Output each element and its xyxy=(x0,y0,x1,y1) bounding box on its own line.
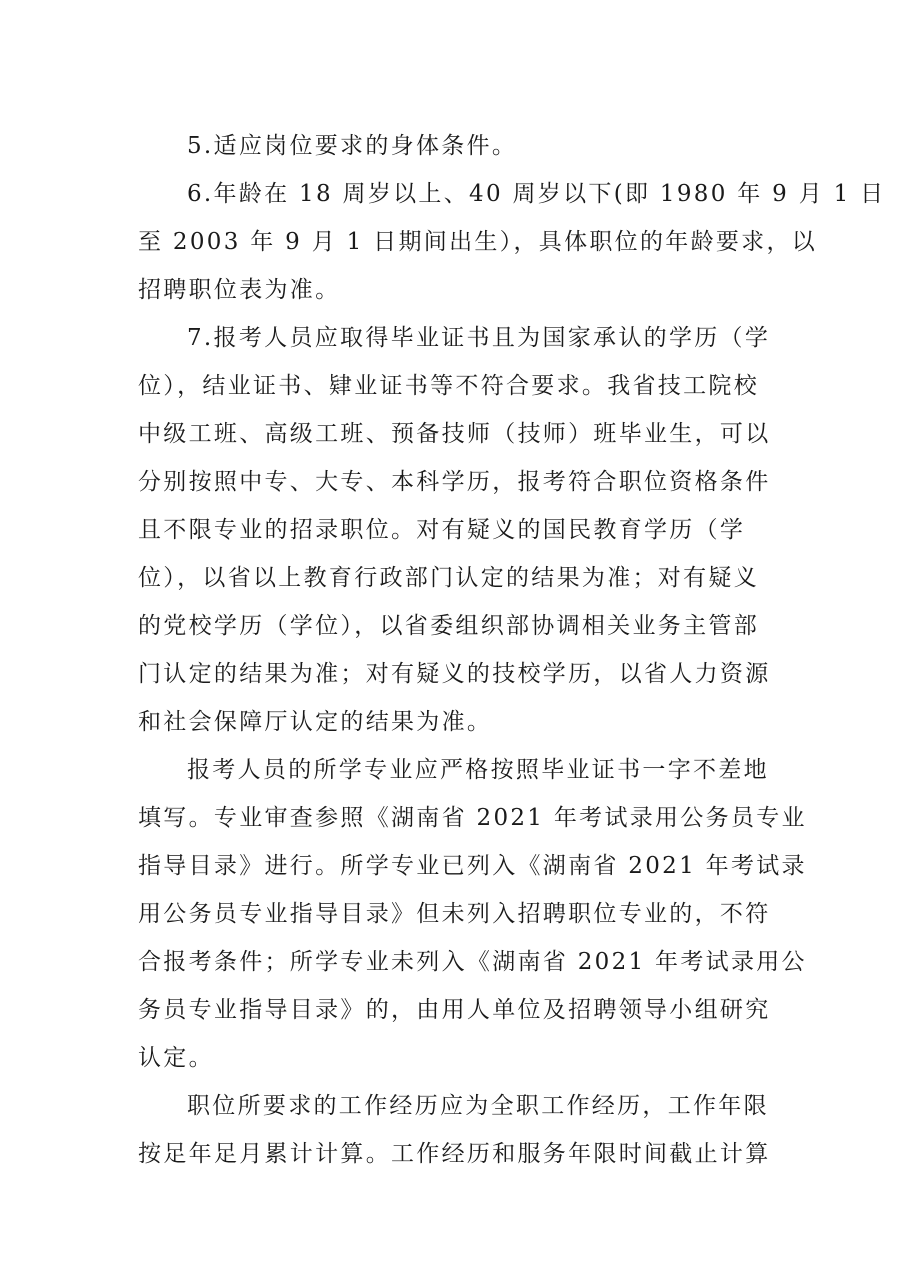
text-line: 门认定的结果为准；对有疑义的技校学历，以省人力资源 xyxy=(138,661,771,687)
text-line: 合报考条件；所学专业未列入《湖南省 2021 年考试录用公 xyxy=(138,949,807,975)
text-line: 5.适应岗位要求的身体条件。 xyxy=(187,133,518,159)
text-line: 至 2003 年 9 月 1 日期间出生），具体职位的年龄要求，以 xyxy=(138,229,818,255)
text-line: 按足年足月累计计算。工作经历和服务年限时间截止计算 xyxy=(138,1141,771,1167)
text-line: 报考人员的所学专业应严格按照毕业证书一字不差地 xyxy=(187,757,769,783)
text-line: 分别按照中专、大专、本科学历，报考符合职位资格条件 xyxy=(138,469,771,495)
text-line: 6.年龄在 18 周岁以上、40 周岁以下(即 1980 年 9 月 1 日 xyxy=(187,181,886,207)
text-line: 且不限专业的招录职位。对有疑义的国民教育学历（学 xyxy=(138,517,746,543)
text-line: 招聘职位表为准。 xyxy=(138,277,341,303)
text-line: 位），结业证书、肄业证书等不符合要求。我省技工院校 xyxy=(138,373,759,399)
text-line: 填写。专业审查参照《湖南省 2021 年考试录用公务员专业 xyxy=(138,805,807,831)
text-line: 中级工班、高级工班、预备技师（技师）班毕业生，可以 xyxy=(138,421,771,447)
text-line: 的党校学历（学位），以省委组织部协调相关业务主管部 xyxy=(138,613,759,639)
document-body xyxy=(138,122,886,1178)
text-line: 和社会保障厅认定的结果为准。 xyxy=(138,709,493,735)
text-line: 指导目录》进行。所学专业已列入《湖南省 2021 年考试录 xyxy=(138,853,807,879)
text-line: 职位所要求的工作经历应为全职工作经历，工作年限 xyxy=(187,1093,769,1119)
text-line: 认定。 xyxy=(138,1045,214,1071)
text-line: 7.报考人员应取得毕业证书且为国家承认的学历（学 xyxy=(187,325,771,351)
text-line: 位），以省以上教育行政部门认定的结果为准；对有疑义 xyxy=(138,565,759,591)
text-line: 务员专业指导目录》的，由用人单位及招聘领导小组研究 xyxy=(138,997,771,1023)
text-line: 用公务员专业指导目录》但未列入招聘职位专业的，不符 xyxy=(138,901,771,927)
